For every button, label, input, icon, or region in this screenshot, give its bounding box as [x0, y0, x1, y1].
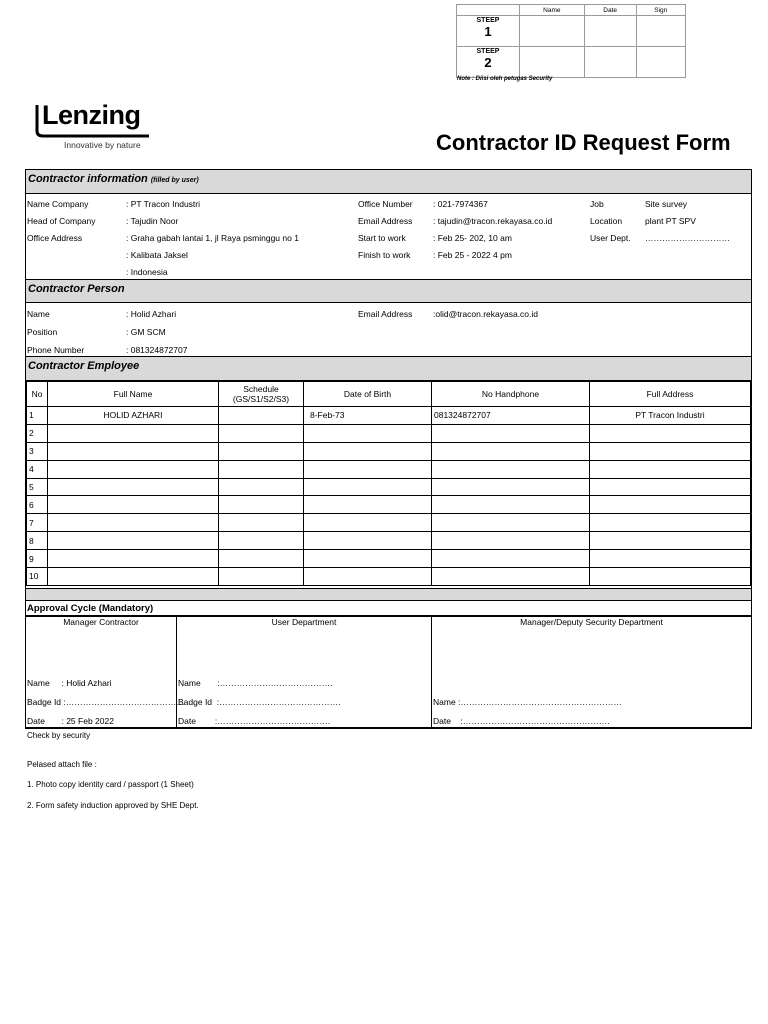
row-full-address[interactable]	[590, 496, 751, 514]
employee-row	[27, 496, 751, 514]
row-full-address[interactable]	[590, 532, 751, 550]
row-date-of-birth[interactable]	[304, 496, 432, 514]
row-full-name[interactable]	[48, 568, 219, 586]
email-address-value[interactable]: : tajudin@tracon.rekayasa.co.id	[433, 216, 553, 226]
steep-2-name-cell[interactable]	[520, 47, 585, 78]
start-to-work-value[interactable]: : Feb 25- 202, 10 am	[433, 233, 512, 243]
head-company-label: Head of Company	[27, 216, 96, 226]
head-company-value[interactable]: : Tajudin Noor	[126, 216, 179, 226]
steep-2-label: STEEP 2	[457, 47, 520, 78]
steep-1-label: STEEP 1	[457, 16, 520, 47]
col-schedule: Schedule (GS/S1/S2/S3)	[219, 382, 304, 407]
sd-date[interactable]: Date :…………………………………………….	[433, 716, 610, 726]
employee-row	[27, 478, 751, 496]
row-date-of-birth[interactable]	[304, 424, 432, 442]
user-dept-label: User Dept.	[590, 233, 631, 243]
row-no: 1	[27, 407, 48, 425]
office-number-value[interactable]: : 021-7974367	[433, 199, 488, 209]
ud-name[interactable]: Name :………………………………….	[178, 678, 333, 688]
row-schedule[interactable]	[219, 532, 304, 550]
row-full-address[interactable]	[590, 550, 751, 568]
row-schedule[interactable]	[219, 424, 304, 442]
approval-security-department-box	[431, 616, 752, 728]
row-schedule[interactable]	[219, 568, 304, 586]
row-full-address[interactable]	[590, 460, 751, 478]
manager-contractor-heading: Manager Contractor	[63, 617, 139, 627]
col-no-handphone: No Handphone	[432, 382, 590, 407]
row-date-of-birth[interactable]	[304, 550, 432, 568]
steep-signature-table	[456, 4, 686, 78]
row-no-handphone[interactable]	[432, 424, 590, 442]
attach-file-label: Pelased attach file :	[27, 760, 97, 769]
row-no-handphone[interactable]	[432, 550, 590, 568]
employee-row	[27, 407, 751, 425]
row-no-handphone[interactable]: 081324872707	[432, 407, 590, 425]
row-full-name[interactable]	[48, 496, 219, 514]
col-date-of-birth: Date of Birth	[304, 382, 432, 407]
row-full-name[interactable]	[48, 478, 219, 496]
row-date-of-birth[interactable]	[304, 460, 432, 478]
contractor-person-heading: Contractor Person	[28, 283, 125, 295]
row-date-of-birth[interactable]	[304, 532, 432, 550]
row-full-address[interactable]	[590, 568, 751, 586]
finish-to-work-label: Finish to work	[358, 250, 411, 260]
row-full-name[interactable]	[48, 424, 219, 442]
contractor-employee-heading: Contractor Employee	[28, 360, 140, 372]
approval-manager-contractor-box	[25, 616, 177, 728]
name-company-label: Name Company	[27, 199, 89, 209]
office-address-line-2[interactable]: : Kalibata Jaksel	[126, 250, 188, 260]
employee-row	[27, 550, 751, 568]
row-schedule[interactable]	[219, 407, 304, 425]
email-address-label: Email Address	[358, 216, 413, 226]
row-full-name[interactable]	[48, 532, 219, 550]
row-no: 9	[27, 550, 48, 568]
row-date-of-birth[interactable]	[304, 478, 432, 496]
section-contractor-employee	[26, 356, 751, 381]
row-no-handphone[interactable]	[432, 568, 590, 586]
logo-tagline: Innovative by nature	[64, 140, 141, 150]
steep-header-blank	[457, 5, 520, 16]
row-schedule[interactable]	[219, 442, 304, 460]
person-name-value[interactable]: : Holid Azhari	[126, 309, 177, 319]
row-schedule[interactable]	[219, 550, 304, 568]
col-no: No	[27, 382, 48, 407]
office-number-label: Office Number	[358, 199, 413, 209]
row-no-handphone[interactable]	[432, 478, 590, 496]
col-full-name: Full Name	[48, 382, 219, 407]
steep-note: Note : Diisi oleh petugas Security	[457, 76, 553, 82]
user-department-heading: User Department	[271, 617, 337, 627]
row-no: 2	[27, 424, 48, 442]
row-no: 10	[27, 568, 48, 586]
row-full-name[interactable]	[48, 460, 219, 478]
sd-name[interactable]: Name :…………………………………………………	[433, 697, 622, 707]
row-full-address[interactable]: PT Tracon Industri	[590, 407, 751, 425]
row-no-handphone[interactable]	[432, 496, 590, 514]
section-contractor-person	[26, 279, 751, 303]
job-label: Job	[590, 199, 604, 209]
row-full-name[interactable]	[48, 550, 219, 568]
row-full-address[interactable]	[590, 442, 751, 460]
row-schedule[interactable]	[219, 514, 304, 532]
row-no: 6	[27, 496, 48, 514]
name-company-value[interactable]: : PT Tracon Industri	[126, 199, 201, 209]
row-full-name[interactable]	[48, 442, 219, 460]
row-no-handphone[interactable]	[432, 532, 590, 550]
row-full-address[interactable]	[590, 424, 751, 442]
mc-name[interactable]: Name : Holid Azhari	[27, 678, 112, 688]
approval-user-department-box	[176, 616, 432, 728]
person-email-label: Email Address	[358, 309, 413, 319]
mc-date[interactable]: Date : 25 Feb 2022	[27, 716, 114, 726]
ud-date[interactable]: Date :………………………………….	[178, 716, 331, 726]
location-label: Location	[590, 216, 623, 226]
row-no-handphone[interactable]	[432, 460, 590, 478]
employee-row	[27, 514, 751, 532]
office-address-line-1[interactable]: : Graha gabah lantai 1, jl Raya psminggu no 1	[126, 233, 299, 243]
attach-item-1: 1. Photo copy identity card / passport (1 Sheet)	[27, 780, 194, 789]
row-date-of-birth[interactable]: 8-Feb-73	[304, 407, 432, 425]
row-no: 4	[27, 460, 48, 478]
steep-2-date-cell[interactable]	[584, 47, 636, 78]
mc-badge-id[interactable]: Badge Id :……………………………………	[27, 697, 185, 707]
row-date-of-birth[interactable]	[304, 514, 432, 532]
steep-1-date-cell[interactable]	[584, 16, 636, 47]
steep-1-sign-cell[interactable]	[636, 16, 685, 47]
row-full-address[interactable]	[590, 478, 751, 496]
employee-row	[27, 532, 751, 550]
person-phone-value[interactable]: : 081324872707	[126, 345, 188, 355]
approval-heading: Approval Cycle (Mandatory)	[27, 603, 154, 614]
ud-badge-id[interactable]: Badge Id :…………………………………….	[178, 697, 341, 707]
person-position-label: Position	[27, 327, 58, 337]
job-value[interactable]: Site survey	[645, 199, 688, 209]
col-full-address: Full Address	[590, 382, 751, 407]
row-no: 3	[27, 442, 48, 460]
attach-item-2: 2. Form safety induction approved by SHE Dept.	[27, 801, 199, 810]
office-address-label: Office Address	[27, 233, 83, 243]
row-no-handphone[interactable]	[432, 442, 590, 460]
employee-row	[27, 442, 751, 460]
steep-header-name: Name	[520, 5, 585, 16]
check-by-security: Check by security	[27, 731, 91, 740]
row-full-name[interactable]: HOLID AZHARI	[48, 407, 219, 425]
row-schedule[interactable]	[219, 460, 304, 478]
location-value[interactable]: plant PT SPV	[645, 216, 696, 226]
security-department-heading: Manager/Deputy Security Department	[520, 617, 663, 627]
person-email-value[interactable]: :olid@tracon.rekayasa.co.id	[433, 309, 539, 319]
finish-to-work-value[interactable]: : Feb 25 - 2022 4 pm	[433, 250, 512, 260]
page-title: Contractor ID Request Form	[436, 130, 731, 155]
row-date-of-birth[interactable]	[304, 442, 432, 460]
row-schedule[interactable]	[219, 496, 304, 514]
employee-table	[26, 381, 751, 586]
start-to-work-label: Start to work	[358, 233, 406, 243]
steep-header-date: Date	[584, 5, 636, 16]
logo-wordmark: Lenzing	[42, 100, 141, 130]
steep-header-sign: Sign	[636, 5, 685, 16]
row-full-name[interactable]	[48, 514, 219, 532]
row-no: 5	[27, 478, 48, 496]
person-name-label: Name	[27, 309, 50, 319]
person-phone-label: Phone Number	[27, 345, 85, 355]
employee-row	[27, 424, 751, 442]
row-no: 8	[27, 532, 48, 550]
steep-1-name-cell[interactable]	[520, 16, 585, 47]
steep-2-sign-cell[interactable]	[636, 47, 685, 78]
row-date-of-birth[interactable]	[304, 568, 432, 586]
employee-table-header	[27, 382, 751, 407]
row-full-address[interactable]	[590, 514, 751, 532]
office-address-line-3[interactable]: : Indonesia	[126, 267, 168, 277]
employee-row	[27, 460, 751, 478]
contractor-info-heading: Contractor information (filled by user)	[28, 173, 199, 185]
section-contractor-information	[26, 169, 751, 194]
row-no: 7	[27, 514, 48, 532]
employee-row	[27, 568, 751, 586]
person-position-value[interactable]: : GM SCM	[126, 327, 166, 337]
user-dept-value[interactable]: …………………………	[645, 233, 730, 243]
row-no-handphone[interactable]	[432, 514, 590, 532]
row-schedule[interactable]	[219, 478, 304, 496]
